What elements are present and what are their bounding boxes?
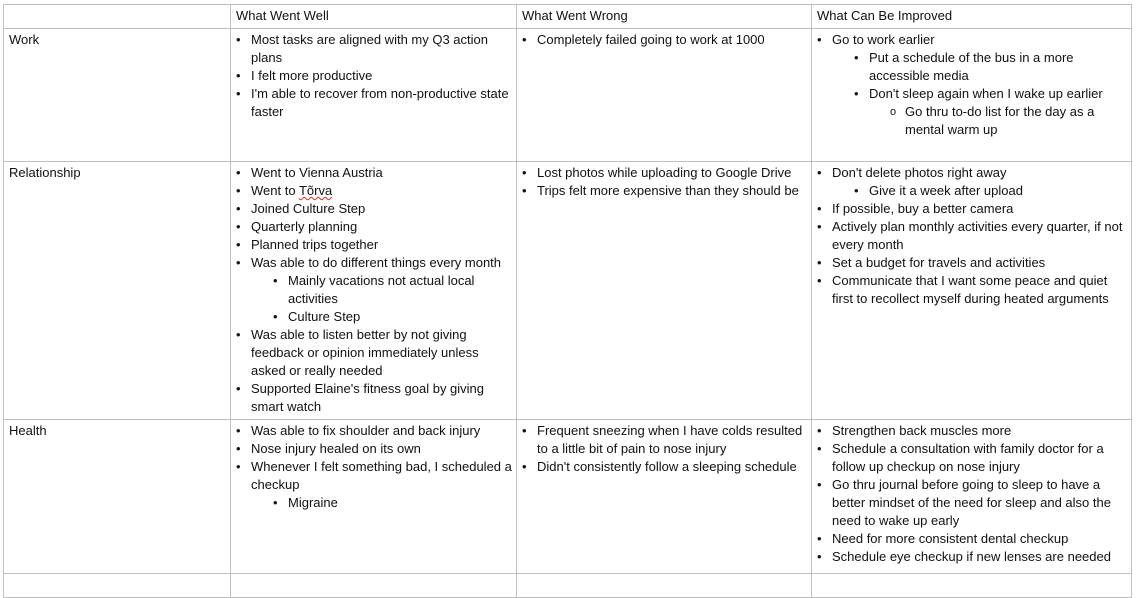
sub-list-item: • Migraine xyxy=(273,494,512,512)
sub-list-item: • Mainly vacations not actual local activities xyxy=(273,272,512,308)
list-item: • Schedule eye checkup if new lenses are needed xyxy=(817,548,1127,566)
sub-list-item xyxy=(854,85,1127,139)
bullet-list xyxy=(236,422,512,512)
list-item: • Went to Vienna Austria xyxy=(236,164,512,182)
list-item: • Actively plan monthly activities every quarter, if not every month xyxy=(817,218,1127,254)
sub-bullet-list xyxy=(854,182,1127,200)
cell-work-well[interactable] xyxy=(231,29,517,162)
cell-health-wrong[interactable] xyxy=(517,420,812,574)
list-item: • Completely failed going to work at 1000 xyxy=(522,31,807,49)
cell-work-wrong[interactable] xyxy=(517,29,812,162)
list-item: • Strengthen back muscles more xyxy=(817,422,1127,440)
bullet-list xyxy=(522,31,807,49)
list-item: • I felt more productive xyxy=(236,67,512,85)
bullet-list xyxy=(236,31,512,121)
bullet-list xyxy=(817,422,1127,566)
sub-bullet-list xyxy=(273,494,512,512)
list-item: • Lost photos while uploading to Google Drive xyxy=(522,164,807,182)
empty-cell[interactable] xyxy=(812,574,1132,598)
cell-health-well[interactable] xyxy=(231,420,517,574)
list-item: • Most tasks are aligned with my Q3 action plans xyxy=(236,31,512,67)
table-row-health xyxy=(4,420,1132,574)
bullet-list xyxy=(522,164,807,200)
empty-cell[interactable] xyxy=(517,574,812,598)
list-item: • Communicate that I want some peace and quiet first to recollect myself during heated arguments xyxy=(817,272,1127,308)
nested-bullet-list xyxy=(890,103,1127,139)
list-item xyxy=(236,182,512,200)
list-item: • If possible, buy a better camera xyxy=(817,200,1127,218)
sub-list-item-text: Don't sleep again when I wake up earlier xyxy=(869,86,1103,101)
list-item: • Schedule a consultation with family doctor for a follow up checkup on nose injury xyxy=(817,440,1127,476)
nested-list-item: o Go thru to-do list for the day as a mental warm up xyxy=(890,103,1127,139)
list-item: • Need for more consistent dental checkup xyxy=(817,530,1127,548)
list-item: • Nose injury healed on its own xyxy=(236,440,512,458)
empty-cell[interactable] xyxy=(231,574,517,598)
cell-work-improve[interactable] xyxy=(812,29,1132,162)
row-label-work[interactable]: Work xyxy=(4,29,231,162)
list-item xyxy=(236,458,512,512)
row-label-health[interactable]: Health xyxy=(4,420,231,574)
cell-relationship-improve[interactable] xyxy=(812,162,1132,420)
list-item-text: Was able to do different things every month xyxy=(251,255,502,270)
empty-cell[interactable] xyxy=(4,574,231,598)
list-item: • Set a budget for travels and activities xyxy=(817,254,1127,272)
list-item: • Go thru journal before going to sleep to have a better mindset of the need for sleep and also the need to wake up early xyxy=(817,476,1127,530)
sub-list-item: • Culture Step xyxy=(273,308,512,326)
table-row-empty xyxy=(4,574,1132,598)
list-item: • Was able to listen better by not giving feedback or opinion immediately unless asked or really needed xyxy=(236,326,512,380)
bullet-list xyxy=(236,164,512,416)
list-item: • Didn't consistently follow a sleeping schedule xyxy=(522,458,807,476)
bullet-list xyxy=(522,422,807,476)
list-item xyxy=(817,31,1127,139)
spellcheck-flagged-word: Tõrva xyxy=(298,183,333,198)
list-item: • Planned trips together xyxy=(236,236,512,254)
header-row xyxy=(4,5,1132,29)
cell-health-improve[interactable] xyxy=(812,420,1132,574)
header-what-went-well[interactable]: What Went Well xyxy=(231,5,517,29)
sub-list-item: • Give it a week after upload xyxy=(854,182,1127,200)
header-cell-empty[interactable] xyxy=(4,5,231,29)
list-item xyxy=(817,164,1127,200)
sub-bullet-list xyxy=(273,272,512,326)
table-row-work xyxy=(4,29,1132,162)
bullet-list xyxy=(817,164,1127,308)
sub-bullet-list xyxy=(854,49,1127,139)
sub-list-item: • Put a schedule of the bus in a more accessible media xyxy=(854,49,1127,85)
list-item: • Quarterly planning xyxy=(236,218,512,236)
list-item xyxy=(236,254,512,326)
list-item: • Joined Culture Step xyxy=(236,200,512,218)
retrospective-table xyxy=(3,4,1132,598)
bullet-list xyxy=(817,31,1127,139)
list-item: • Was able to fix shoulder and back injury xyxy=(236,422,512,440)
list-item: • Trips felt more expensive than they should be xyxy=(522,182,807,200)
cell-relationship-wrong[interactable] xyxy=(517,162,812,420)
list-item-text: Don't delete photos right away xyxy=(832,165,1007,180)
table-row-relationship xyxy=(4,162,1132,420)
row-label-relationship[interactable]: Relationship xyxy=(4,162,231,420)
list-item-text: Whenever I felt something bad, I scheduled a checkup xyxy=(251,459,512,492)
header-what-went-wrong[interactable]: What Went Wrong xyxy=(517,5,812,29)
list-item: • Frequent sneezing when I have colds resulted to a little bit of pain to nose injury xyxy=(522,422,807,458)
list-item-text: Go to work earlier xyxy=(832,32,935,47)
list-item-text: Went to xyxy=(251,183,299,198)
list-item: • I'm able to recover from non-productive state faster xyxy=(236,85,512,121)
header-what-can-be-improved[interactable]: What Can Be Improved xyxy=(812,5,1132,29)
cell-relationship-well[interactable] xyxy=(231,162,517,420)
list-item: • Supported Elaine's fitness goal by giving smart watch xyxy=(236,380,512,416)
